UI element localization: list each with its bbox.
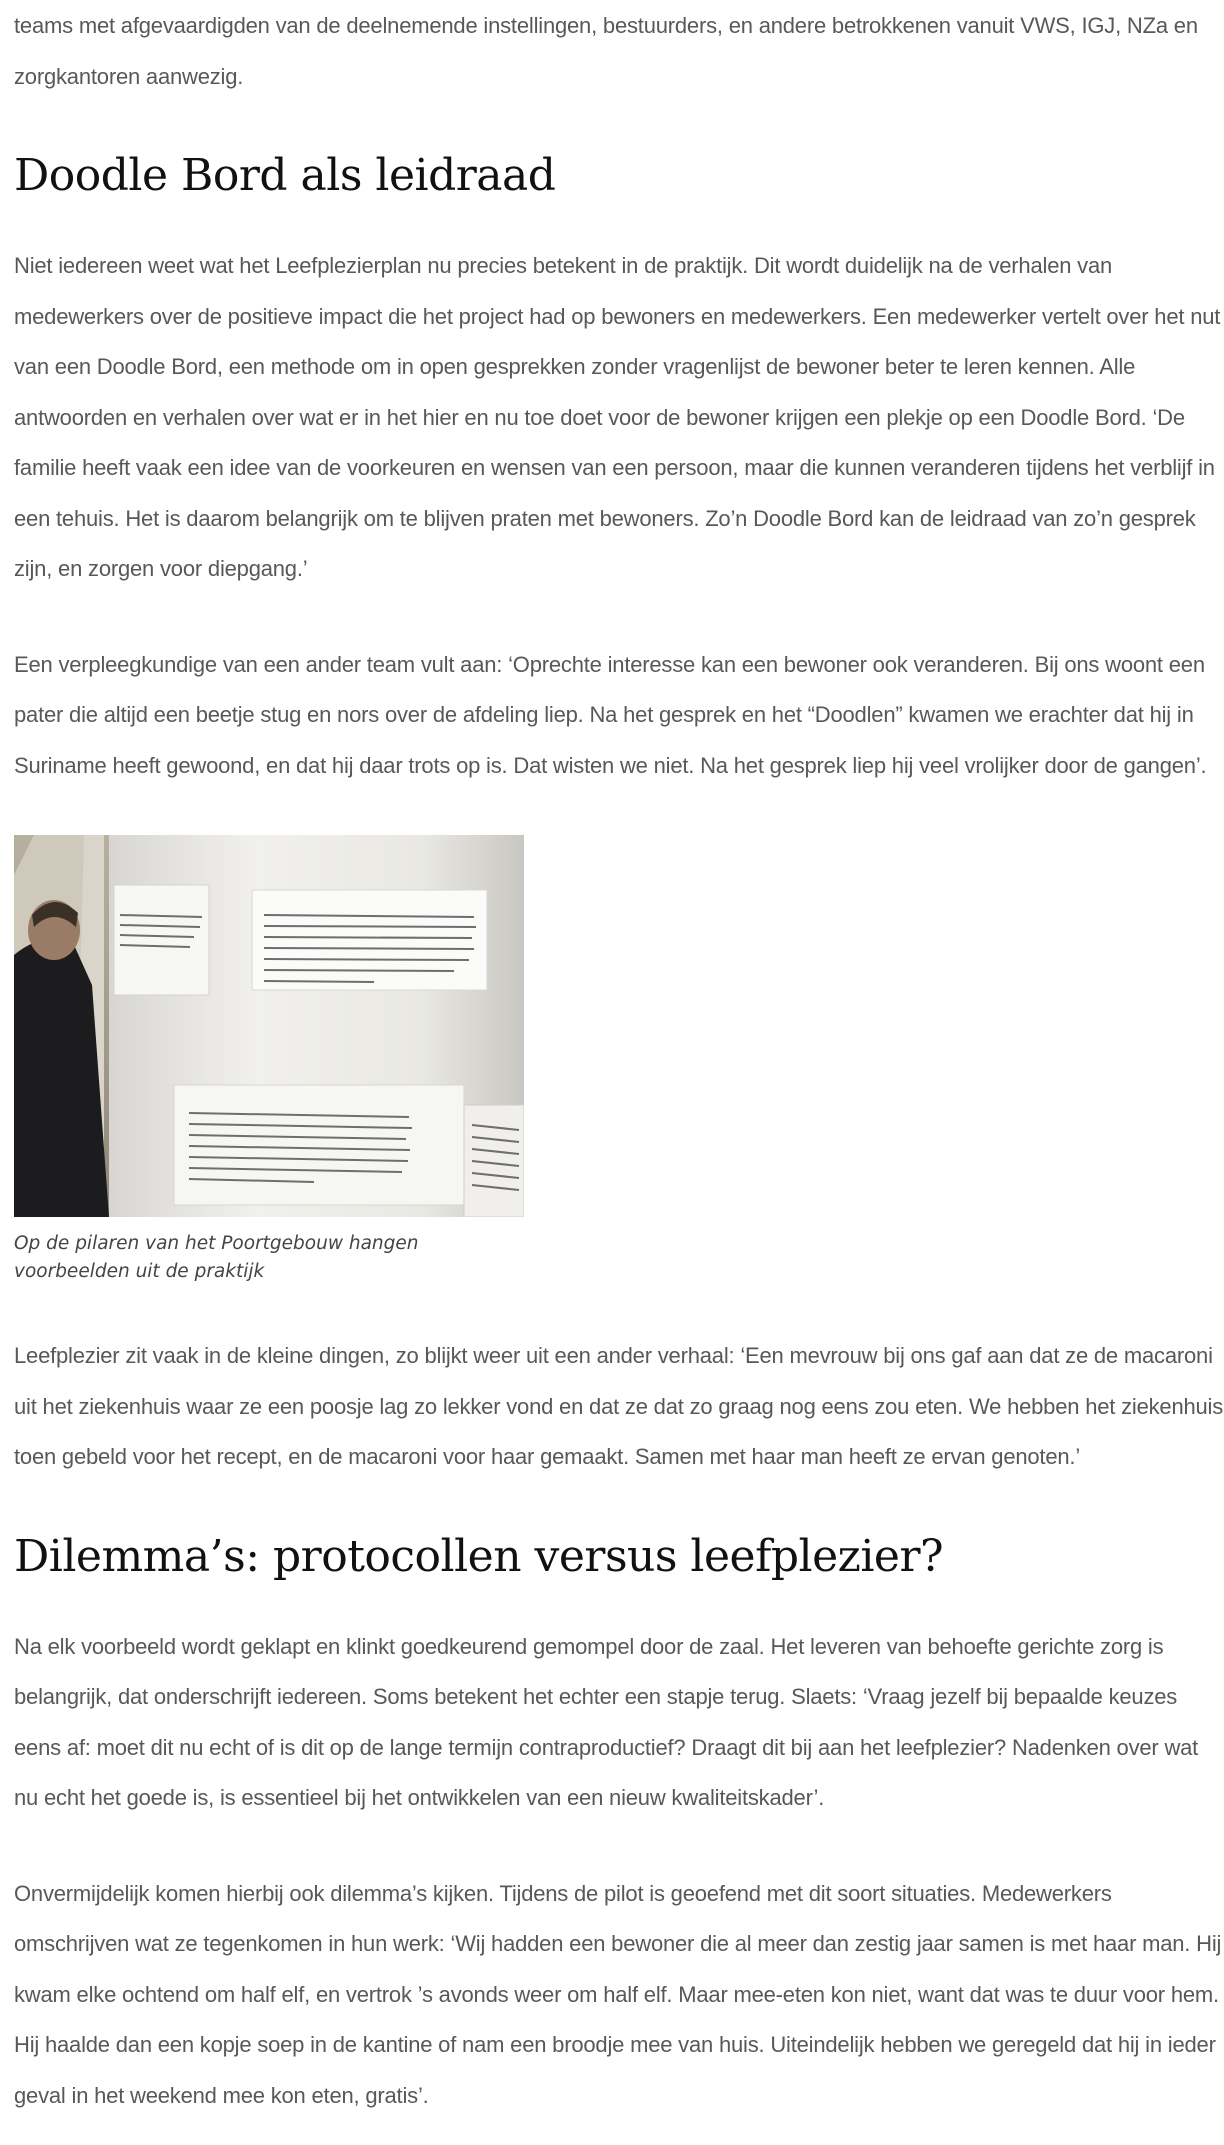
section2-paragraph-2: Onvermijdelijk komen hierbij ook dilemma’s kijken. Tijdens de pilot is geoefend met dit soort situaties. Medewerkers omschrijven wat ze tegenkomen in hun werk: ‘Wij hadden een bewoner die al meer dan zestig jaar samen is met haar man. Hij kwam elke ochtend om half elf, en vertrok ’s avonds weer om half elf. Maar mee-eten kon niet, want dat was te duur voor hem. Hij haalde dan een kopje soep in de kantine of nam een broodje mee van huis. Uiteindelijk hebben we geregeld dat hij in ieder geval in het weekend mee kon eten, gratis’. bbox=[14, 1880, 1222, 2108]
figure bbox=[14, 835, 524, 1286]
section2-paragraph-1: Na elk voorbeeld wordt geklapt en klinkt goedkeurend gemompel door de zaal. Het leveren van behoefte gerichte zorg is belangrijk, dat onderschrijft iedereen. Soms betekent het echter een stapje terug. Slaets: ‘Vraag jezelf bij bepaalde keuzes eens af: moet dit nu echt of is dit op de lange termijn contraproductief? Draagt dit bij aan het leefplezier? Nadenken over wat nu echt het goede is, is essentieel bij het ontwikkelen van een nieuw kwaliteitskader’. bbox=[14, 1633, 1199, 1810]
section-heading-doodle-bord: Doodle Bord als leidraad bbox=[14, 150, 556, 201]
article bbox=[0, 1, 1224, 2121]
section1-paragraph-1: Niet iedereen weet wat het Leefplezierplan nu precies betekent in de praktijk. Dit wordt duidelijk na de verhalen van medewerkers over de positieve impact die het project had op bewoners en medewerkers. Een medewerker vertelt over het nut van een Doodle Bord, een methode om in open gesprekken zonder vragenlijst de bewoner beter te leren kennen. Alle antwoorden en verhalen over wat er in het hier en nu toe doet voor de bewoner krijgen een plekje op een Doodle Bord. ‘De familie heeft vaak een idee van de voorkeuren en wensen van een persoon, maar die kunnen veranderen tijdens het verblijf in een tehuis. Het is daarom belangrijk om te blijven praten met bewoners. Zo’n Doodle Bord kan de leidraad van zo’n gesprek zijn, en zorgen voor diepgang.’ bbox=[14, 253, 1221, 581]
pillar-photo bbox=[14, 835, 524, 1217]
after-figure-paragraph: Leefplezier zit vaak in de kleine dingen, zo blijkt weer uit een ander verhaal: ‘Een mevrouw bij ons gaf aan dat ze de macaroni uit het ziekenhuis waar ze een poosje lag zo lekker vond en dat ze dat zo graag nog eens zou eten. We hebben het ziekenhuis toen gebeld voor het recept, en de macaroni voor haar gemaakt. Samen met haar man heeft ze ervan genoten.’ bbox=[14, 1343, 1224, 1469]
section1-paragraph-2: Een verpleegkundige van een ander team vult aan: ‘Oprechte interesse kan een bewoner ook veranderen. Bij ons woont een pater die altijd een beetje stug en nors over de afdeling liep. Na het gesprek en het “Doodlen” kwamen we erachter dat hij in Suriname heeft gewoond, en dat hij daar trots op is. Dat wisten we niet. Na het gesprek liep hij veel vrolijker door de gangen’. bbox=[14, 651, 1207, 778]
section-heading-dilemmas: Dilemma’s: protocollen versus leefplezier? bbox=[14, 1530, 944, 1582]
intro-paragraph: teams met afgevaardigden van de deelnemende instellingen, bestuurders, en andere betrokkenen vanuit VWS, IGJ, NZa en zorgkantoren aanwezig. bbox=[14, 13, 1198, 89]
figure-caption: Op de pilaren van het Poortgebouw hangen voorbeelden uit de praktijk bbox=[14, 1233, 419, 1282]
pillar-photo-image bbox=[14, 835, 524, 1217]
